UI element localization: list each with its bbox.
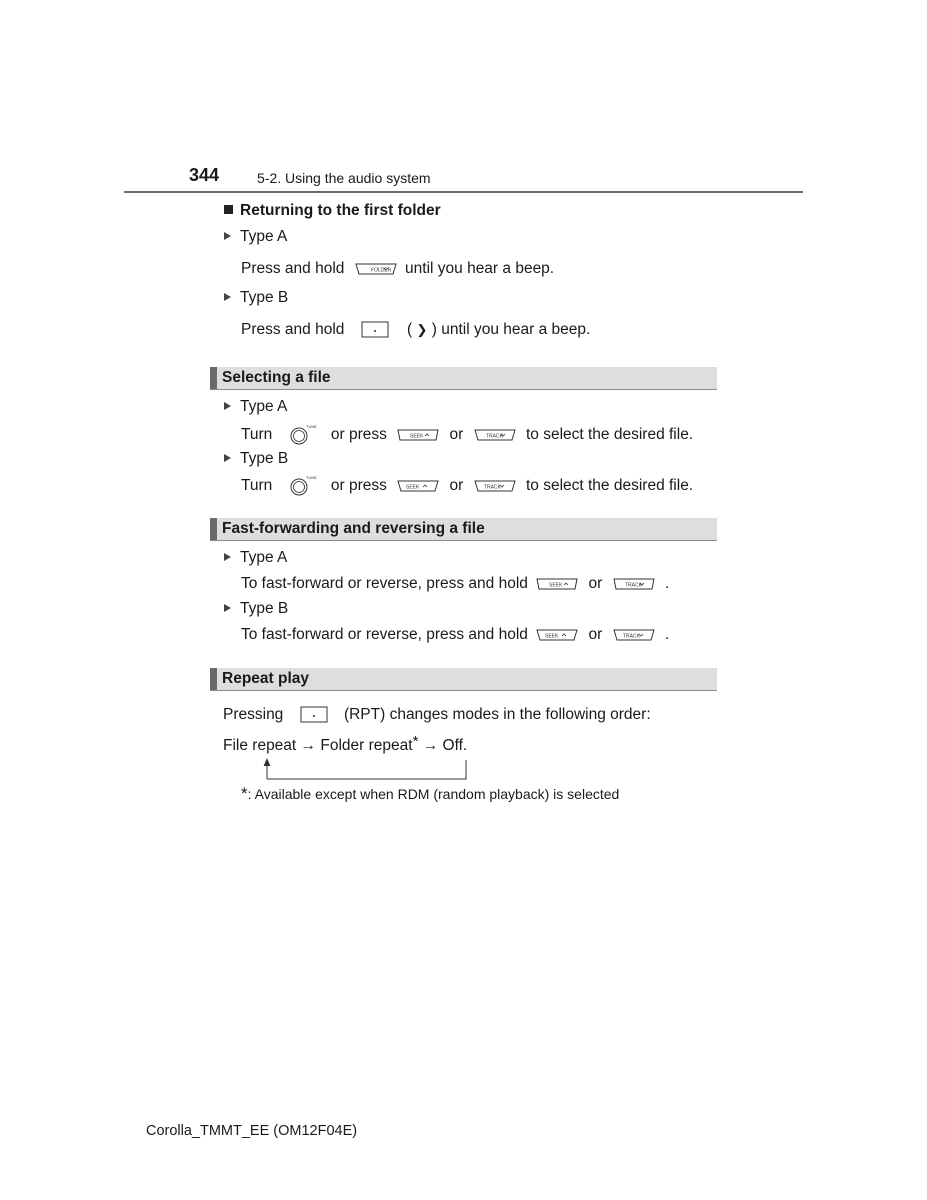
fastforward-type-b-line: To fast-forward or reverse, press and hold SEEK or TRACK . [241,626,670,643]
section-bar-selecting [210,367,717,390]
footer-model: Corolla_TMMT_EE (OM12F04E) [146,1123,358,1139]
svg-text:TRACK: TRACK [485,433,503,440]
svg-text:TRACK: TRACK [622,633,640,640]
track-button-icon [613,628,655,642]
triangle-bullet-icon [224,553,231,561]
svg-text:SEEK: SEEK [406,484,420,491]
section-title: Selecting a file [222,369,331,386]
arrow-right-icon: → [300,737,317,754]
chevron-right-icon: ❯ [416,322,428,337]
square-bullet-icon [224,205,233,214]
footnote: *: Available except when RDM (random playback) is selected [241,784,620,803]
loop-back-arrow-icon [260,757,472,781]
section-bar-repeat [210,668,717,691]
triangle-bullet-icon [224,293,231,301]
tune-knob-icon [289,424,317,446]
section-title: Repeat play [222,670,310,687]
svg-text:SEEK: SEEK [410,433,424,440]
header-rule [124,191,803,193]
svg-text:SEEK: SEEK [545,633,559,640]
tune-knob-icon [289,475,317,497]
returning-heading: Returning to the first folder [224,202,441,220]
fastforward-type-b: Type B [224,600,288,618]
section-title: Fast-forwarding and reversing a file [222,520,485,537]
svg-text:FOLDER: FOLDER [370,267,391,274]
triangle-bullet-icon [224,402,231,410]
triangle-bullet-icon [224,232,231,240]
svg-text:TRACK: TRACK [483,484,501,491]
seek-button-icon [397,428,439,442]
fastforward-type-a: Type A [224,549,287,567]
preset-button-icon [361,321,389,338]
triangle-bullet-icon [224,454,231,462]
arrow-right-icon: → [422,737,439,754]
seek-button-icon [397,479,439,493]
returning-type-a: Type A [224,228,287,246]
selecting-type-b: Type B [224,450,288,468]
selecting-type-b-line: Turn TUNE or press SEEK or TRACK to select the desired file. [241,475,693,497]
page-number: 344 [189,165,220,185]
seek-button-icon [536,577,578,591]
selecting-type-a: Type A [224,398,287,416]
returning-type-b-line: Press and hold ( ❯ ) until you hear a beep. [241,321,591,338]
track-button-icon [474,479,516,493]
svg-text:TRACK: TRACK [624,582,642,589]
svg-text:SEEK: SEEK [549,582,563,589]
svg-text:TUNE: TUNE [305,424,317,429]
repeat-order: File repeat → Folder repeat* → Off. [223,733,468,754]
selecting-type-a-line: Turn TUNE or press SEEK or TRACK to select the desired file. [241,424,693,446]
seek-button-icon [536,628,578,642]
svg-text:TUNE: TUNE [305,475,317,480]
returning-type-a-line: Press and hold FOLDER until you hear a beep. [241,260,555,277]
triangle-bullet-icon [224,604,231,612]
section-reference: 5-2. Using the audio system [257,170,431,186]
fastforward-type-a-line: To fast-forward or reverse, press and hold SEEK or TRACK . [241,575,670,592]
folder-button-icon [355,262,397,276]
section-bar-fastforward [210,518,717,541]
track-button-icon [474,428,516,442]
repeat-line: Pressing (RPT) changes modes in the following order: [223,706,651,723]
returning-type-b: Type B [224,289,288,307]
preset-button-icon [300,706,328,723]
track-button-icon [613,577,655,591]
